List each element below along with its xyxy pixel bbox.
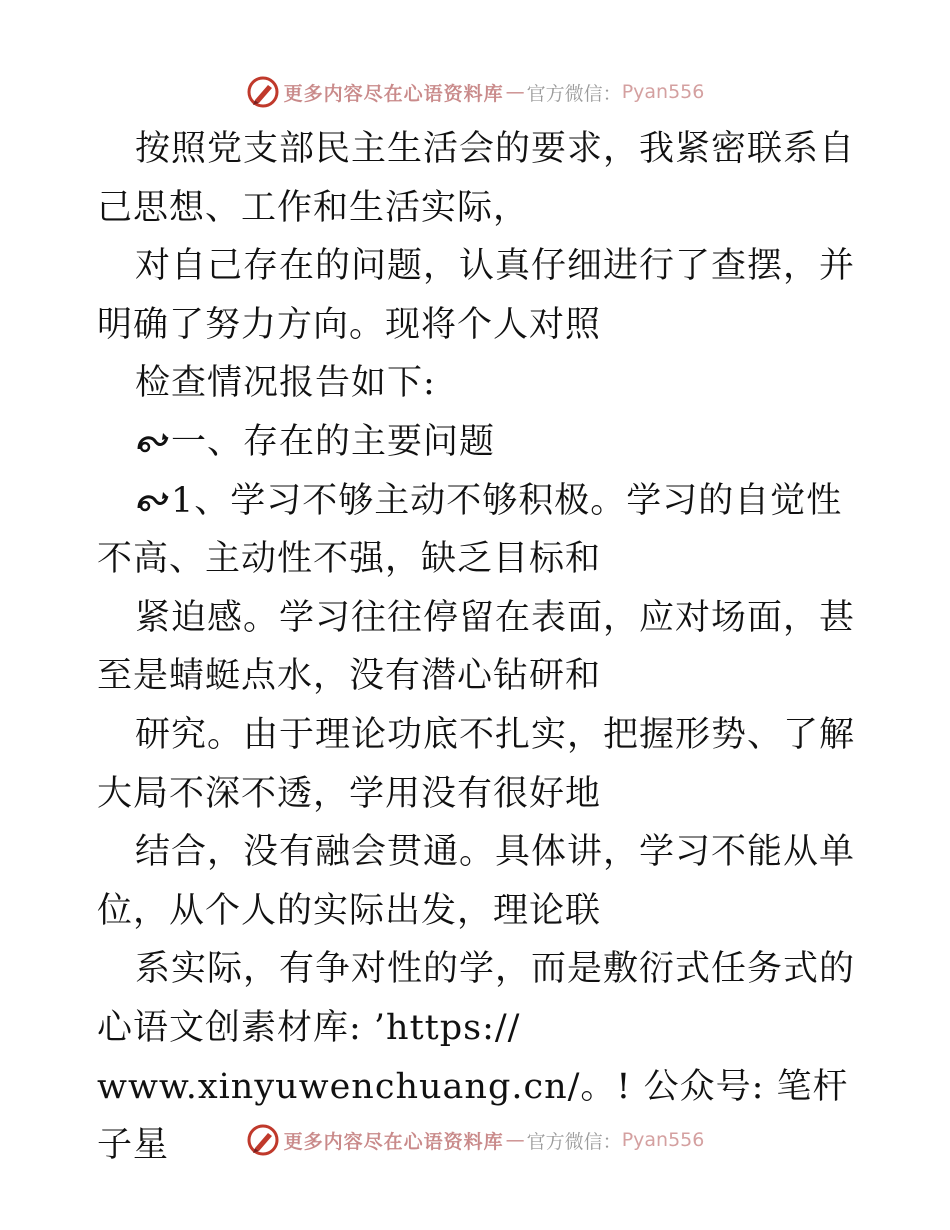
paragraph: 系实际，有争对性的学，而是敷衍式任务式的心语文创素材库: ’https:// [97,949,856,1048]
ornament-bullet-icon [135,488,171,514]
paragraph: 紧迫感。学习往往停留在表面，应对场面，甚至是蜻蜓点水，没有潜心钻研和 [97,597,856,697]
paragraph: www.xinyuwenchuang.cn/。! 公众号: 笔杆子星 [97,1066,849,1166]
watermark-account: Pyan556 [621,1129,705,1151]
paragraph: 结合，没有融会贯通。具体讲，学习不能从单位，从个人的实际出发，理论联 [97,832,856,931]
paragraph [97,472,857,589]
watermark-separator: — [505,1129,525,1151]
section-heading-text: 一、存在的主要问题 [171,421,496,462]
watermark-brand: 更多内容尽在心语资料库 [283,82,504,105]
paragraph: 对自己存在的问题，认真仔细进行了查摆，并明确了努力方向。现将个人对照 [97,246,856,345]
paragraph: 按照党支部民主生活会的要求，我紧密联系自己思想、工作和生活实际， [97,129,856,228]
pen-logo-icon [246,75,280,109]
paragraph: 研究。由于理论功底不扎实，把握形势、了解大局不深不透，学用没有很好地 [97,714,856,814]
ornament-bullet-icon [135,429,171,455]
header-watermark [0,72,950,112]
watermark-separator: — [505,81,525,103]
paragraph-text: 1、学习不够主动不够积极。学习的自觉性不高、主动性不强，缺乏目标和 [97,480,843,580]
watermark-prefix: 官方微信： [526,1130,622,1153]
paragraph: 检查情况报告如下: [135,363,436,404]
watermark-account: Pyan556 [621,81,705,103]
watermark-prefix: 官方微信： [526,82,622,105]
section-heading [97,413,857,472]
footer-watermark [0,1120,950,1160]
pen-logo-icon [246,1123,280,1157]
document-body [97,120,857,1175]
watermark-brand: 更多内容尽在心语资料库 [283,1130,504,1153]
